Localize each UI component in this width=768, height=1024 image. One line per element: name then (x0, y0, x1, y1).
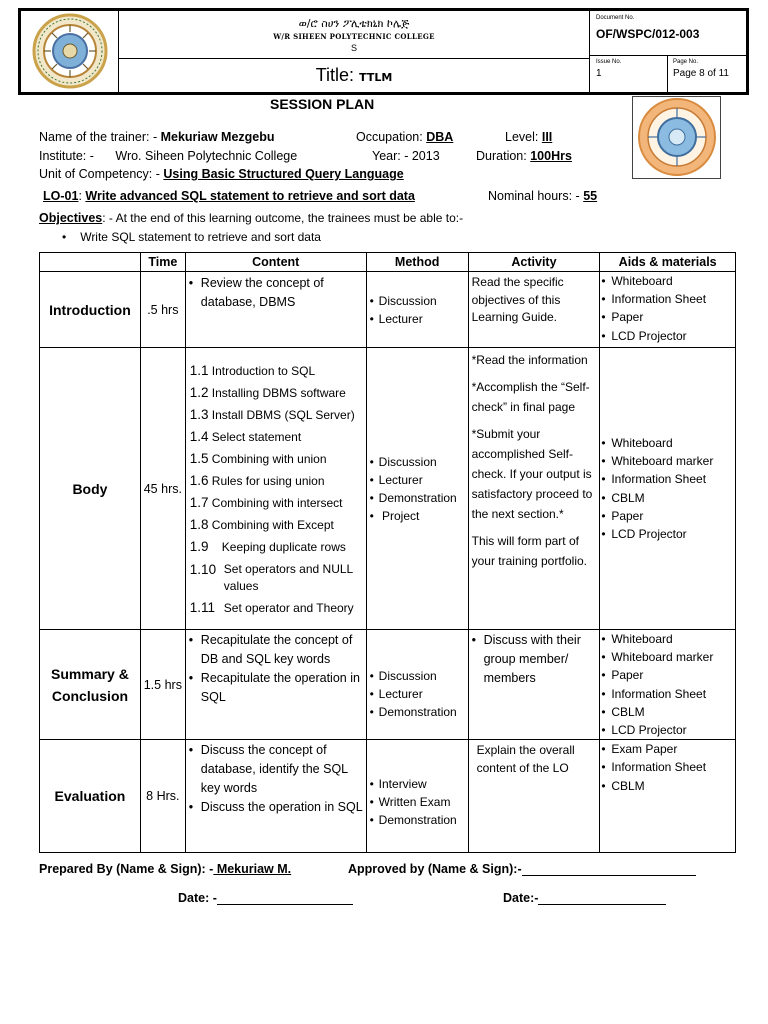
table-row-body (40, 348, 736, 630)
content-topic: 1.6 Rules for using union (189, 473, 325, 488)
prepared-by-name: Mekuriaw M. (213, 862, 292, 876)
trainer-label: Name of the trainer: - (39, 130, 158, 144)
college-name-block (119, 11, 589, 59)
college-seal-icon (25, 12, 115, 90)
content-item: • Recapitulate the concept of DB and SQL key words (186, 631, 366, 669)
year-label: Year: - (372, 149, 409, 163)
content-topic: 1.5 Combining with union (189, 451, 327, 466)
date-right (503, 891, 666, 905)
method-evaluation (366, 740, 468, 853)
date-left (178, 891, 353, 905)
occupation-value: DBA (426, 130, 454, 144)
session-plan-title: SESSION PLAN (270, 96, 375, 112)
activity-step: *Submit your accomplished Self-check. If your output is satisfactory proceed to the next section.* (471, 427, 593, 521)
institute-value: Wro. Siheen Polytechnic College (115, 149, 298, 163)
content-item: • Discuss the concept of database, identify the SQL key words (186, 741, 366, 798)
aid-item: • LCD Projector (600, 721, 735, 739)
aid-item: • Whiteboard (600, 630, 735, 648)
content-evaluation (185, 740, 366, 853)
lo-text: Write advanced SQL statement to retrieve and sort data (85, 189, 415, 203)
level-label: Level: (505, 130, 539, 144)
approved-by-label: Approved by (Name & Sign):- (348, 862, 522, 876)
approved-by-signature-line (522, 875, 696, 876)
aid-item: • Exam Paper (600, 740, 735, 758)
lo-separator: : (78, 189, 82, 203)
time-evaluation: 8 Hrs. (140, 740, 185, 853)
content-topic: 1.10 Set operators and NULL values (189, 562, 353, 593)
header-phase (40, 253, 141, 272)
content-body (185, 348, 366, 630)
time-summary: 1.5 hrs (140, 630, 185, 740)
aid-item: • CBLM (600, 489, 735, 507)
date-left-line (217, 904, 353, 905)
aid-item: • Information Sheet (600, 685, 735, 703)
method-item: • Written Exam (369, 793, 468, 811)
activity-summary (468, 630, 600, 740)
aid-item: • LCD Projector (600, 327, 735, 345)
table-row-summary (40, 630, 736, 740)
aid-item: • Information Sheet (600, 290, 735, 308)
method-item: • Lecturer (369, 471, 468, 489)
uc-value: Using Basic Structured Query Language (163, 167, 404, 181)
institute-line (39, 149, 297, 163)
aid-item: • Paper (600, 308, 735, 326)
header-time: Time (140, 253, 185, 272)
method-item: • Demonstration (369, 489, 468, 507)
document-number: OF/WSPC/012-003 (596, 27, 700, 41)
aids-introduction (600, 272, 736, 348)
method-item: • Demonstration (369, 703, 468, 721)
activity-step: *Accomplish the “Self-check” in final page (471, 380, 590, 414)
method-item: • Interview (369, 775, 468, 793)
phase-summary-line2: Conclusion (51, 687, 129, 704)
time-body: 45 hrs. (140, 348, 185, 630)
aid-item: • Information Sheet (600, 758, 735, 776)
prepared-by (39, 862, 291, 876)
objective-bullet-icon: • (62, 230, 67, 244)
objectives-line (39, 211, 463, 225)
activity-evaluation: Explain the overall content of the LO (468, 740, 600, 853)
content-introduction (185, 272, 366, 348)
duration-value: 100Hrs (530, 149, 572, 163)
nominal-value: 55 (583, 189, 598, 203)
document-number-cell (590, 11, 747, 56)
aid-item: • CBLM (600, 777, 735, 795)
content-item: • Review the concept of database, DBMS (186, 274, 366, 312)
method-introduction (366, 272, 468, 348)
date-left-label: Date: - (178, 891, 217, 905)
nominal-hours-line (488, 189, 597, 203)
content-topic: 1.1 Introduction to SQL (189, 363, 316, 378)
session-plan-table (39, 252, 736, 853)
objective-item-text: Write SQL statement to retrieve and sort data (80, 230, 321, 244)
content-topic: 1.11 Set operator and Theory (189, 600, 354, 615)
phase-body: Body (40, 348, 141, 630)
college-name-english: W/R SIHEEN POLYTECHNIC COLLEGE (273, 32, 435, 41)
table-row-introduction (40, 272, 736, 348)
phase-introduction: Introduction (40, 272, 141, 348)
aid-item: • Paper (600, 666, 735, 684)
issue-number-label: Issue No. (596, 59, 622, 65)
nominal-label: Nominal hours: - (488, 189, 580, 203)
phase-summary-line1: Summary & (51, 665, 129, 682)
method-item: • Discussion (369, 292, 468, 310)
occupation-label: Occupation: (356, 130, 423, 144)
phase-evaluation: Evaluation (40, 740, 141, 853)
content-topic: 1.7 Combining with intersect (189, 495, 343, 510)
content-topic: 1.8 Combining with Except (189, 517, 334, 532)
method-item: • Discussion (369, 453, 468, 471)
table-header-row (40, 253, 736, 272)
header-activity: Activity (468, 253, 600, 272)
college-stamp-icon (634, 97, 720, 179)
issue-number-cell (590, 56, 668, 92)
aid-item: • Whiteboard marker (600, 452, 735, 470)
prepared-by-label: Prepared By (Name & Sign): - (39, 862, 214, 876)
aid-item: • Whiteboard (600, 434, 735, 452)
college-stamp (632, 96, 721, 179)
phase-summary (40, 630, 141, 740)
content-item: • Recapitulate the operation in SQL (186, 669, 366, 707)
aid-item: • CBLM (600, 703, 735, 721)
title-value: TTLM (359, 71, 393, 84)
header-content: Content (185, 253, 366, 272)
method-summary (366, 630, 468, 740)
trainer-name: Mekuriaw Mezgebu (160, 130, 275, 144)
aid-item: • Paper (600, 507, 735, 525)
content-summary (185, 630, 366, 740)
learning-outcome-line (43, 189, 415, 203)
header-s-mark: S (350, 43, 357, 53)
method-body (366, 348, 468, 630)
document-header (18, 8, 749, 95)
occupation-line (356, 130, 453, 144)
uc-label: Unit of Competency: - (39, 167, 160, 181)
header-method: Method (366, 253, 468, 272)
page-number: Page 8 of 11 (673, 68, 729, 79)
year-line (372, 149, 440, 163)
unit-of-competency-line (39, 167, 404, 181)
method-item: • Demonstration (369, 811, 468, 829)
duration-label: Duration: (476, 149, 527, 163)
institute-label: Institute: - (39, 149, 94, 163)
aid-item: • Information Sheet (600, 470, 735, 488)
trainer-line (39, 130, 275, 144)
activity-step: *Read the information (471, 353, 588, 367)
level-value: III (541, 130, 553, 144)
document-title (119, 59, 589, 92)
issue-number: 1 (596, 68, 602, 79)
content-item: • Discuss the operation in SQL (186, 798, 366, 817)
activity-introduction: Read the specific objectives of this Learning Guide. (468, 272, 600, 348)
method-item: • Discussion (369, 667, 468, 685)
date-right-label: Date:- (503, 891, 539, 905)
activity-body (468, 348, 600, 630)
document-number-label: Document No. (596, 15, 635, 21)
method-item: • Lecturer (369, 685, 468, 703)
objectives-text: : - At the end of this learning outcome, the trainees must be able to:- (102, 211, 464, 225)
level-line (505, 130, 552, 144)
activity-step: This will form part of your training portfolio. (471, 534, 588, 568)
date-right-line (538, 904, 666, 905)
table-row-evaluation (40, 740, 736, 853)
page-number-cell (668, 56, 747, 92)
aid-item: • Whiteboard (600, 272, 735, 290)
aid-item: • LCD Projector (600, 525, 735, 543)
college-logo (21, 11, 119, 92)
year-value: 2013 (411, 149, 440, 163)
aids-body (600, 348, 736, 630)
method-item: • Lecturer (369, 310, 468, 328)
duration-line (476, 149, 572, 163)
lo-code: LO-01 (43, 189, 79, 203)
content-topic: 1.3 Install DBMS (SQL Server) (189, 407, 355, 422)
college-name-amharic: ወ/ሮ ስሀን ፖሊቴክኒክ ኮሌጅ (298, 17, 410, 30)
header-aids: Aids & materials (600, 253, 736, 272)
objectives-label: Objectives (39, 211, 103, 225)
aids-summary (600, 630, 736, 740)
aids-evaluation (600, 740, 736, 853)
objective-item (62, 230, 321, 244)
approved-by (348, 862, 696, 876)
content-topic: 1.9 Keeping duplicate rows (189, 539, 346, 554)
page-number-label: Page No. (673, 59, 699, 65)
aid-item: • Whiteboard marker (600, 648, 735, 666)
activity-item: • Discuss with their group member/ members (469, 631, 600, 688)
method-item: • Project (369, 507, 468, 525)
content-topic: 1.2 Installing DBMS software (189, 385, 346, 400)
time-introduction: .5 hrs (140, 272, 185, 348)
title-prefix: Title: (315, 65, 355, 85)
content-topic: 1.4 Select statement (189, 429, 302, 444)
